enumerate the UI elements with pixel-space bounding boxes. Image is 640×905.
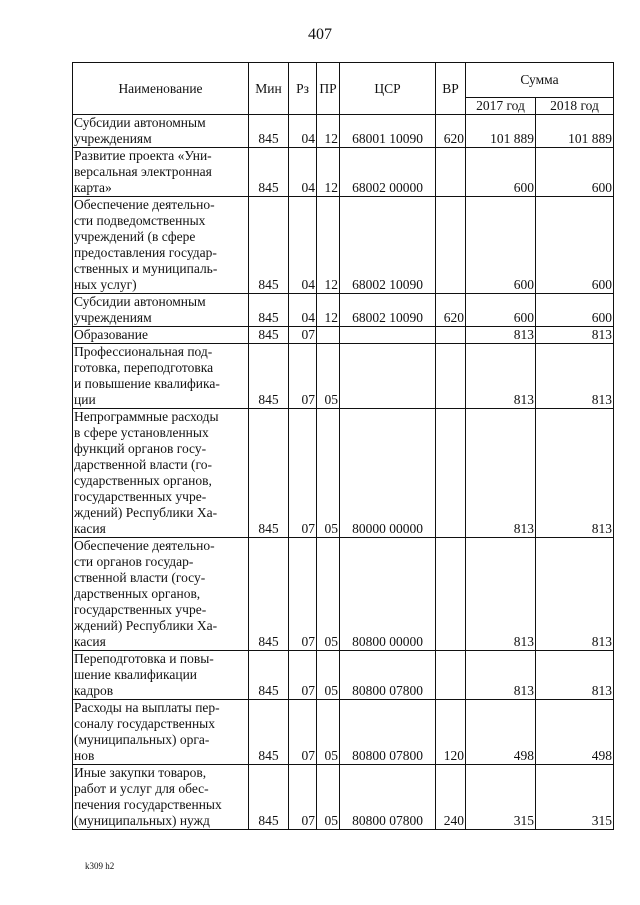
cell-name: Непрограммные расходы в сфере установленных функций органов госу- дарственной власти (го- сударственных органов, государственных учре- ждений) Республики Ха- касия	[73, 409, 249, 538]
cell-pr: 12	[317, 115, 340, 148]
cell-sum-2017: 498	[466, 700, 536, 765]
header-min: Мин	[249, 63, 289, 115]
cell-csr: 80000 00000	[340, 409, 436, 538]
cell-csr	[340, 344, 436, 409]
cell-sum-2017: 813	[466, 651, 536, 700]
cell-vr: 620	[436, 294, 466, 327]
cell-vr	[436, 197, 466, 294]
cell-rz: 07	[289, 765, 317, 830]
header-rz: Рз	[289, 63, 317, 115]
cell-min: 845	[249, 327, 289, 344]
cell-csr: 68001 10090	[340, 115, 436, 148]
cell-rz: 07	[289, 651, 317, 700]
cell-csr: 80800 07800	[340, 765, 436, 830]
cell-pr: 12	[317, 294, 340, 327]
cell-sum-2017: 813	[466, 538, 536, 651]
cell-sum-2018: 813	[536, 344, 614, 409]
page-number: 407	[308, 26, 332, 43]
cell-vr	[436, 344, 466, 409]
table-row	[73, 197, 614, 294]
cell-pr: 05	[317, 344, 340, 409]
cell-min: 845	[249, 765, 289, 830]
cell-sum-2017: 813	[466, 327, 536, 344]
cell-name: Профессиональная под- готовка, переподготовка и повышение квалифика- ции	[73, 344, 249, 409]
footer-code: k309 h2	[85, 861, 115, 871]
cell-rz: 07	[289, 409, 317, 538]
cell-vr	[436, 409, 466, 538]
header-sum: Сумма	[466, 63, 614, 98]
cell-rz: 04	[289, 115, 317, 148]
table-row	[73, 700, 614, 765]
cell-vr	[436, 148, 466, 197]
table-row	[73, 538, 614, 651]
header-name: Наименование	[73, 63, 249, 115]
cell-pr	[317, 327, 340, 344]
cell-vr: 620	[436, 115, 466, 148]
cell-sum-2017: 600	[466, 197, 536, 294]
cell-pr: 05	[317, 409, 340, 538]
cell-vr: 120	[436, 700, 466, 765]
cell-rz: 07	[289, 344, 317, 409]
cell-name: Обеспечение деятельно- сти подведомственных учреждений (в сфере предоставления государ- ственных и муниципаль- ных услуг)	[73, 197, 249, 294]
cell-pr: 05	[317, 700, 340, 765]
cell-csr: 68002 10090	[340, 197, 436, 294]
cell-sum-2018: 498	[536, 700, 614, 765]
cell-csr: 68002 10090	[340, 294, 436, 327]
cell-min: 845	[249, 538, 289, 651]
cell-min: 845	[249, 197, 289, 294]
cell-csr: 68002 00000	[340, 148, 436, 197]
cell-name: Развитие проекта «Уни- версальная электронная карта»	[73, 148, 249, 197]
cell-pr: 05	[317, 538, 340, 651]
cell-vr	[436, 538, 466, 651]
cell-pr: 05	[317, 765, 340, 830]
table-row	[73, 409, 614, 538]
cell-rz: 04	[289, 294, 317, 327]
cell-rz: 07	[289, 327, 317, 344]
cell-name: Образование	[73, 327, 249, 344]
cell-name: Субсидии автономным учреждениям	[73, 115, 249, 148]
table-row	[73, 115, 614, 148]
cell-sum-2018: 600	[536, 148, 614, 197]
cell-vr	[436, 327, 466, 344]
cell-csr	[340, 327, 436, 344]
header-vr: ВР	[436, 63, 466, 115]
cell-rz: 07	[289, 700, 317, 765]
cell-min: 845	[249, 148, 289, 197]
header-pr: ПР	[317, 63, 340, 115]
cell-sum-2017: 813	[466, 344, 536, 409]
cell-sum-2017: 101 889	[466, 115, 536, 148]
cell-min: 845	[249, 409, 289, 538]
cell-sum-2018: 600	[536, 197, 614, 294]
cell-min: 845	[249, 700, 289, 765]
table-row	[73, 344, 614, 409]
cell-sum-2018: 600	[536, 294, 614, 327]
cell-name: Переподготовка и повы- шение квалификации кадров	[73, 651, 249, 700]
budget-table	[72, 62, 614, 830]
cell-sum-2017: 600	[466, 294, 536, 327]
table-row	[73, 765, 614, 830]
header-csr: ЦСР	[340, 63, 436, 115]
cell-sum-2018: 813	[536, 327, 614, 344]
cell-sum-2017: 600	[466, 148, 536, 197]
cell-pr: 12	[317, 197, 340, 294]
table-body	[73, 115, 614, 830]
table-row	[73, 327, 614, 344]
cell-min: 845	[249, 344, 289, 409]
cell-min: 845	[249, 115, 289, 148]
cell-name: Субсидии автономным учреждениям	[73, 294, 249, 327]
cell-vr	[436, 651, 466, 700]
cell-sum-2018: 813	[536, 409, 614, 538]
cell-csr: 80800 00000	[340, 538, 436, 651]
header-2017: 2017 год	[466, 98, 536, 115]
cell-rz: 07	[289, 538, 317, 651]
cell-min: 845	[249, 651, 289, 700]
cell-min: 845	[249, 294, 289, 327]
cell-pr: 12	[317, 148, 340, 197]
cell-sum-2018: 813	[536, 651, 614, 700]
cell-sum-2018: 315	[536, 765, 614, 830]
cell-sum-2017: 315	[466, 765, 536, 830]
table-row	[73, 148, 614, 197]
cell-csr: 80800 07800	[340, 700, 436, 765]
cell-rz: 04	[289, 197, 317, 294]
cell-rz: 04	[289, 148, 317, 197]
cell-sum-2017: 813	[466, 409, 536, 538]
cell-pr: 05	[317, 651, 340, 700]
cell-name: Иные закупки товаров, работ и услуг для обес- печения государственных (муниципальных) нужд	[73, 765, 249, 830]
cell-name: Расходы на выплаты пер- соналу государственных (муниципальных) орга- нов	[73, 700, 249, 765]
cell-csr: 80800 07800	[340, 651, 436, 700]
table-row	[73, 651, 614, 700]
cell-sum-2018: 101 889	[536, 115, 614, 148]
cell-sum-2018: 813	[536, 538, 614, 651]
cell-name: Обеспечение деятельно- сти органов государ- ственной власти (госу- дарственных органов, государственных учре- ждений) Республики Ха- касия	[73, 538, 249, 651]
header-2018: 2018 год	[536, 98, 614, 115]
cell-vr: 240	[436, 765, 466, 830]
table-row	[73, 294, 614, 327]
